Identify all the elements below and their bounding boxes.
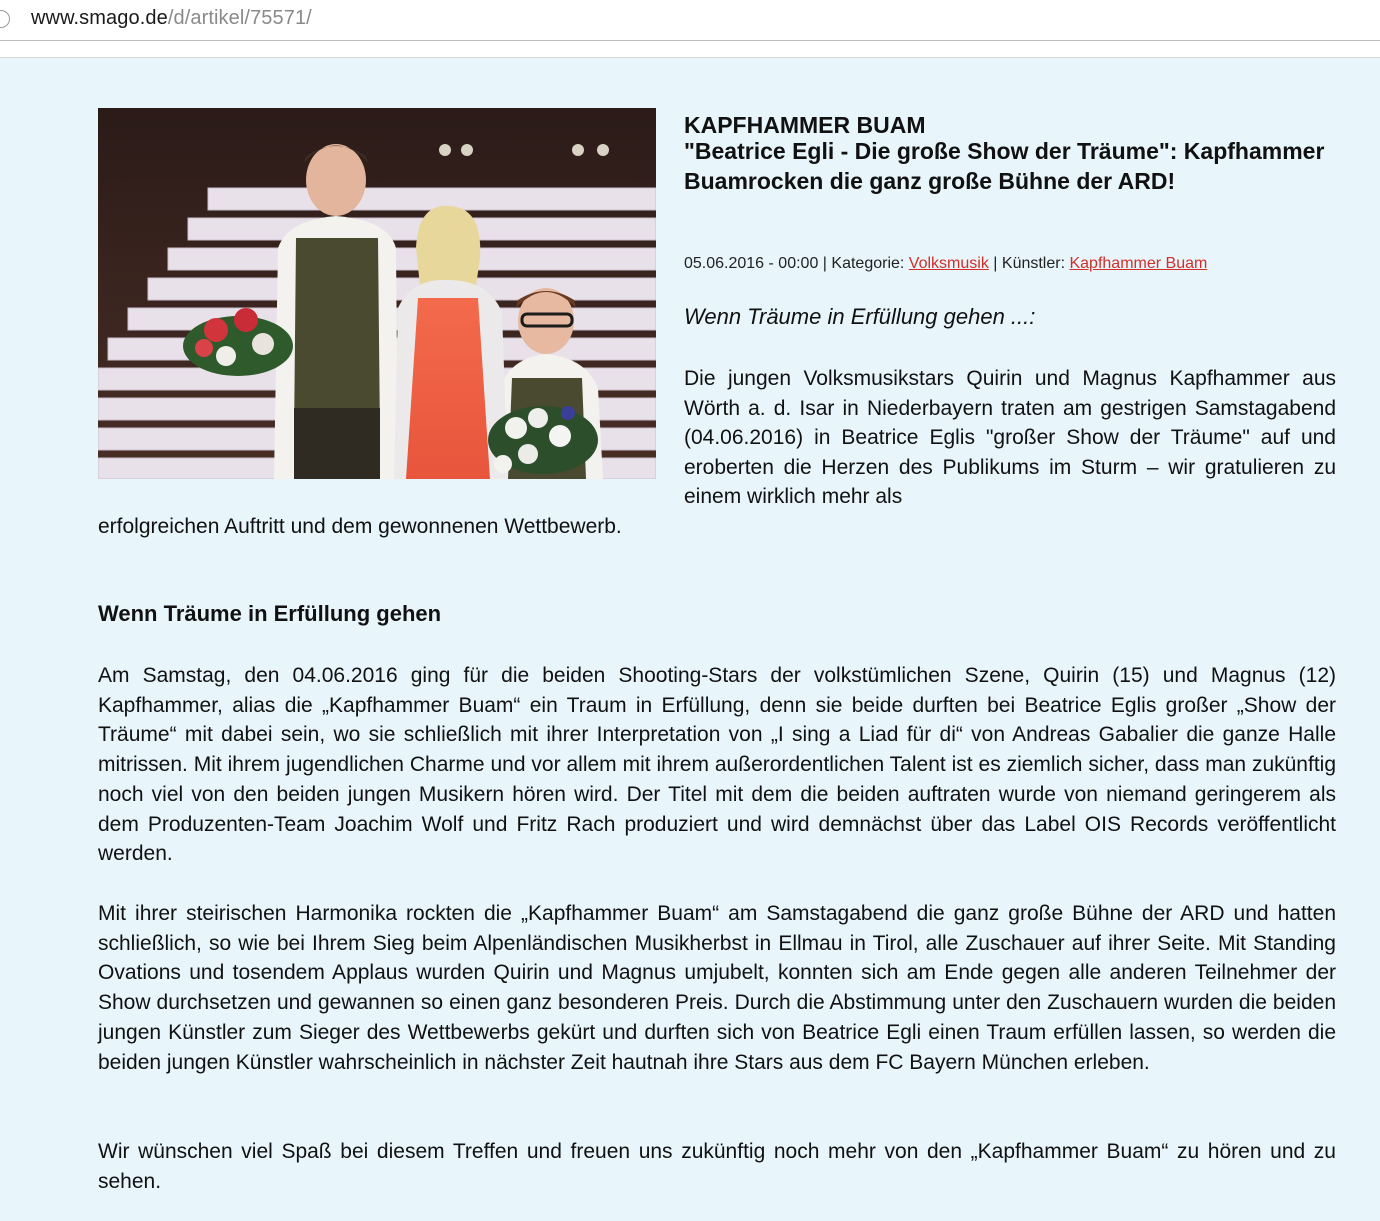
reload-icon[interactable] — [0, 10, 10, 28]
stage-photo-illustration — [98, 108, 656, 479]
article-intro: Die jungen Volksmusikstars Quirin und Magnus Kapfhammer aus Wörth a. d. Isar in Niederbayern traten am gestrigen Samstagabend (04.06.2016) in Beatrice Eglis "großer Show der Träume" auf und eroberten die Herzen des Publikums im Sturm – wir gratulieren zu einem wirklich mehr als — [684, 367, 1336, 509]
article-intro-tail: erfolgreichen Auftritt und dem gewonnenen Wettbewerb. — [98, 515, 622, 538]
article-band-name: KAPFHAMMER BUAM — [684, 112, 926, 138]
meta-separator: | — [993, 255, 998, 272]
category-link[interactable]: Volksmusik — [908, 255, 989, 272]
category-label: Kategorie: — [831, 255, 905, 272]
artist-label: Künstler: — [1001, 255, 1066, 272]
section-title: Wenn Träume in Erfüllung gehen — [98, 601, 442, 626]
address-bar[interactable] — [0, 0, 1380, 41]
article-paragraph: Wir wünschen viel Spaß bei diesem Treffen und freuen uns zukünftig noch mehr von den „Kapfhammer Buam“ zu hören und zu sehen. — [98, 1140, 1336, 1193]
meta-separator: | — [822, 255, 827, 272]
artist-link[interactable]: Kapfhammer Buam — [1069, 255, 1208, 272]
address-url[interactable] — [31, 7, 312, 30]
article-paragraph: Mit ihrer steirischen Harmonika rockten die „Kapfhammer Buam“ am Samstagabend die ganz große Bühne der ARD und hatten schließlich, so wie bei Ihrem Sieg beim Alpenländischen Musikherbst in Ellmau in Tirol, alle Zuschauer auf ihrer Seite. Mit Standing Ovations und tosendem Applaus wurden Quirin und Magnus umjubelt, konnten sich am Ende gegen alle anderen Teilnehmer der Show durchsetzen und gewannen so einen ganz besonderen Preis. Durch die Abstimmung unter den Zuschauern wurden die beiden jungen Künstler zum Sieger des Wettbewerbs gekürt und durften sich von Beatrice Egli einen Traum erfüllen lassen, so werden die beiden jungen Künstler wahrscheinlich in nächster Zeit hautnah ihre Stars aus dem FC Bayern München erleben. — [98, 902, 1336, 1074]
toolbar-strip — [0, 41, 1380, 58]
article-photo — [98, 108, 656, 479]
article-headline: "Beatrice Egli - Die große Show der Träume": Kapfhammer Buamrocken die ganz große Bühne der ARD! — [684, 138, 1325, 194]
url-host: www.smago.de — [31, 7, 168, 29]
url-path: /d/artikel/75571/ — [167, 7, 312, 29]
article-date: 05.06.2016 - 00:00 — [684, 255, 819, 272]
article-paragraph: Am Samstag, den 04.06.2016 ging für die beiden Shooting-Stars der volkstümlichen Szene, Quirin (15) und Magnus (12) Kapfhammer, alias die „Kapfhammer Buam“ ein Traum in Erfüllung, denn sie beide durften bei Beatrice Eglis großer „Show der Träume“ mit dabei sein, wo sie schließlich mit ihrer Interpretation von „I sing a Liad für di“ von Andreas Gabalier die ganze Halle mitrissen. Mit ihrem jugendlichen Charme und vor allem mit ihrem außerordentlichen Talent ist es ziemlich sicher, dass man zukünftig noch viel von den beiden jungen Musikern hören wird. Der Titel mit dem die beiden auftraten wurde von niemand geringerem als dem Produzenten-Team Joachim Wolf und Fritz Rach produziert und wird demnächst über das Label OIS Records veröffentlicht werden. — [98, 664, 1336, 866]
article-meta — [684, 255, 1207, 273]
article-teaser: Wenn Träume in Erfüllung gehen ...: — [684, 304, 1036, 329]
